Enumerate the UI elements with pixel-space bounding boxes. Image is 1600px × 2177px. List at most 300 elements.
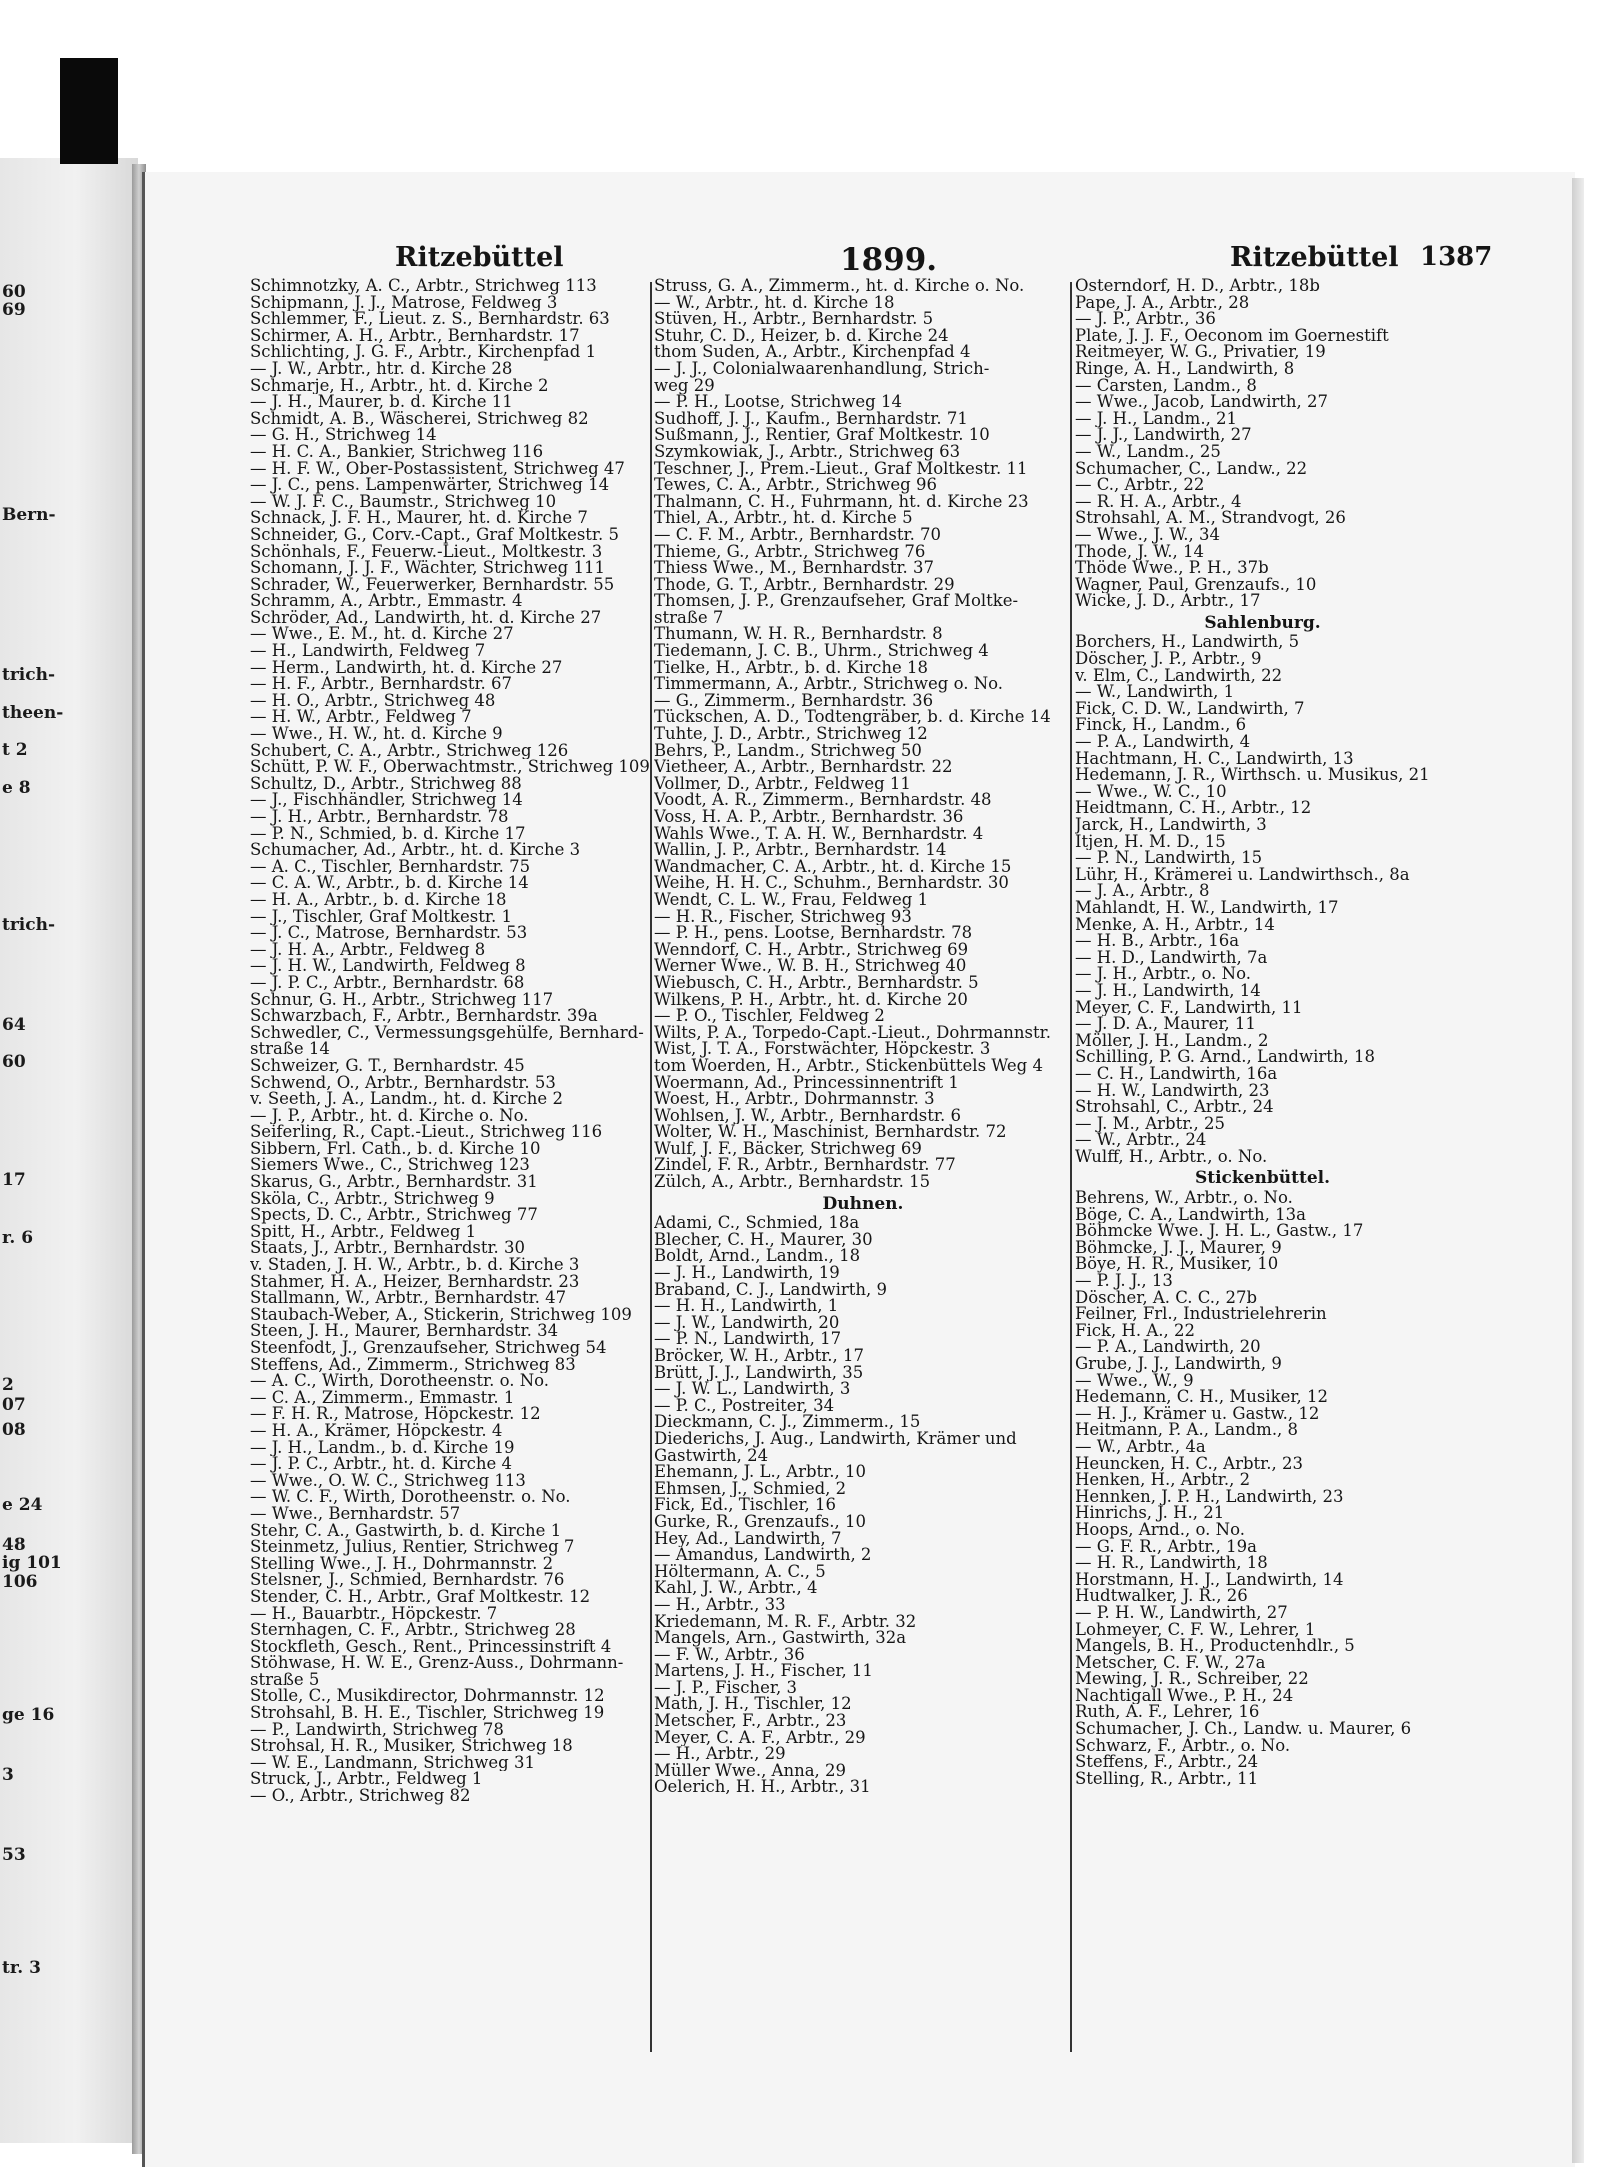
left-page-fragment: e 24 <box>2 1495 43 1515</box>
section-heading: Stickenbüttel. <box>1194 1168 1331 1189</box>
directory-entry: Hennken, J. P. H., Landwirth, 23 <box>1075 1488 1344 1506</box>
directory-entry: tom Woerden, H., Arbtr., Stickenbüttels Weg 4 <box>654 1057 1043 1075</box>
left-page-fragment: 07 <box>2 1395 26 1415</box>
directory-entry: — H. J., Krämer u. Gastw., 12 <box>1075 1405 1320 1423</box>
page-edge <box>1572 178 1584 2163</box>
directory-entry: — G. H., Strichweg 14 <box>250 427 437 444</box>
directory-entry: Blecher, C. H., Maurer, 30 <box>654 1231 873 1249</box>
directory-entry: — J. C., Matrose, Bernhardstr. 53 <box>250 925 528 942</box>
directory-entry: Thiess Wwe., M., Bernhardstr. 37 <box>654 560 935 577</box>
directory-entry: — J. P., Arbtr., 36 <box>1075 311 1216 328</box>
directory-entry: Heuncken, H. C., Arbtr., 23 <box>1075 1455 1303 1473</box>
directory-entry: — P. N., Landwirth, 17 <box>654 1331 842 1348</box>
directory-entry: — Wwe., Bernhardstr. 57 <box>250 1505 461 1523</box>
directory-column-3 <box>1075 278 1450 1787</box>
directory-entry: Kriedemann, M. R. F., Arbtr. 32 <box>654 1613 917 1631</box>
directory-entry: — H. F. W., Ober-Postassistent, Strichweg 47 <box>250 460 625 478</box>
directory-entry: — J. J., Landwirth, 27 <box>1075 427 1252 444</box>
directory-entry: Döscher, J. P., Arbtr., 9 <box>1075 651 1262 668</box>
directory-entry: Wahls Wwe., T. A. H. W., Bernhardstr. 4 <box>654 825 984 843</box>
directory-entry: — F. W., Arbtr., 36 <box>654 1646 805 1664</box>
left-page-fragment: ge 16 <box>2 1705 55 1725</box>
directory-entry: — H. A., Arbtr., b. d. Kirche 18 <box>250 891 507 909</box>
directory-entry: Thiel, A., Arbtr., ht. d. Kirche 5 <box>654 510 913 527</box>
directory-entry: — Wwe., H. W., ht. d. Kirche 9 <box>250 726 503 743</box>
directory-entry: Schwarzbach, F., Arbtr., Bernhardstr. 39a <box>250 1008 598 1025</box>
directory-entry: Werner Wwe., W. B. H., Strichweg 40 <box>654 958 967 975</box>
directory-entry: Metscher, C. F. W., 27a <box>1075 1654 1266 1672</box>
directory-entry: Schnack, J. F. H., Maurer, ht. d. Kirche 7 <box>250 510 588 527</box>
directory-entry: Meyer, C. F., Landwirth, 11 <box>1075 999 1303 1017</box>
directory-entry: — J. A., Arbtr., 8 <box>1075 883 1210 900</box>
left-page-fragment: Bern- <box>2 505 56 525</box>
directory-entry: Schumacher, Ad., Arbtr., ht. d. Kirche 3 <box>250 842 581 859</box>
directory-entry: — J. H. A., Arbtr., Feldweg 8 <box>250 941 486 959</box>
previous-page-edge <box>0 158 138 2143</box>
directory-entry: Böye, H. R., Musiker, 10 <box>1075 1256 1279 1274</box>
directory-entry: Seiferling, R., Capt.-Lieut., Strichweg 116 <box>250 1124 603 1141</box>
directory-entry: Stallmann, W., Arbtr., Bernhardstr. 47 <box>250 1290 567 1307</box>
directory-entry: — R. H. A., Arbtr., 4 <box>1075 493 1242 511</box>
directory-entry: Wallin, J. P., Arbtr., Bernhardstr. 14 <box>654 842 947 859</box>
directory-entry: — A. C., Wirth, Dorotheenstr. o. No. <box>250 1373 550 1390</box>
directory-entry: Steinmetz, Julius, Rentier, Strichweg 7 <box>250 1539 575 1556</box>
directory-entry: — C. A., Zimmerm., Emmastr. 1 <box>250 1389 515 1407</box>
directory-entry: — Carsten, Landm., 8 <box>1075 377 1257 395</box>
directory-entry: — Wwe., W., 9 <box>1075 1372 1194 1390</box>
directory-entry: — J. P., Fischer, 3 <box>654 1679 797 1697</box>
directory-entry: Tuhte, J. D., Arbtr., Strichweg 12 <box>654 726 928 743</box>
directory-entry: Schwend, O., Arbtr., Bernhardstr. 53 <box>250 1074 556 1092</box>
directory-entry: Schmarje, H., Arbtr., ht. d. Kirche 2 <box>250 377 549 395</box>
directory-entry: Stender, C. H., Arbtr., Graf Moltkestr. 12 <box>250 1588 591 1606</box>
directory-entry: Vietheer, A., Arbtr., Bernhardstr. 22 <box>654 759 953 776</box>
directory-entry: Fick, H. A., 22 <box>1075 1322 1195 1340</box>
directory-entry: — J. D. A., Maurer, 11 <box>1075 1016 1256 1033</box>
directory-entry: Steffens, F., Arbtr., 24 <box>1075 1754 1259 1771</box>
directory-entry: Schomann, J. J. F., Wächter, Strichweg 111 <box>250 560 605 577</box>
directory-entry: — H. B., Arbtr., 16a <box>1075 933 1240 950</box>
directory-entry: Itjen, H. M. D., 15 <box>1075 833 1226 851</box>
left-page-fragment: e 8 <box>2 778 31 798</box>
directory-entry: Diederichs, J. Aug., Landwirth, Krämer und <box>654 1430 1017 1448</box>
directory-entry: — W., Arbtr., 4a <box>1075 1438 1206 1456</box>
directory-entry: Zülch, A., Arbtr., Bernhardstr. 15 <box>654 1174 931 1191</box>
directory-entry: Weihe, H. H. C., Schuhm., Bernhardstr. 30 <box>654 875 1009 892</box>
directory-entry: Struck, J., Arbtr., Feldweg 1 <box>250 1771 483 1789</box>
directory-entry: Voss, H. A. P., Arbtr., Bernhardstr. 36 <box>654 809 964 826</box>
directory-entry: — W. C. F., Wirth, Dorotheenstr. o. No. <box>250 1489 571 1506</box>
directory-entry: — J. P. C., Arbtr., Bernhardstr. 68 <box>250 974 525 992</box>
directory-entry: weg 29 <box>654 377 715 395</box>
directory-column-1 <box>250 278 650 1805</box>
directory-entry: Sibbern, Frl. Cath., b. d. Kirche 10 <box>250 1140 541 1158</box>
directory-entry: — J. H. W., Landwirth, Feldweg 8 <box>250 958 526 975</box>
directory-entry: — Wwe., E. M., ht. d. Kirche 27 <box>250 626 514 644</box>
directory-entry: — W., Landm., 25 <box>1075 443 1221 461</box>
directory-entry: — P. C., Postreiter, 34 <box>654 1397 835 1415</box>
directory-entry: Bröcker, W. H., Arbtr., 17 <box>654 1348 865 1365</box>
left-page-fragment: 60 <box>2 282 26 302</box>
directory-entry: Schubert, C. A., Arbtr., Strichweg 126 <box>250 742 569 760</box>
left-page-fragment: 3 <box>2 1765 14 1785</box>
directory-entry: — J., Tischler, Graf Moltkestr. 1 <box>250 908 512 926</box>
directory-entry: — W. J. F. C., Baumstr., Strichweg 10 <box>250 493 557 511</box>
directory-entry: Hedemann, C. H., Musiker, 12 <box>1075 1389 1328 1406</box>
directory-entry: — C., Arbtr., 22 <box>1075 477 1205 494</box>
directory-entry: Martens, J. H., Fischer, 11 <box>654 1663 873 1680</box>
directory-entry: Brütt, J. J., Landwirth, 35 <box>654 1364 864 1382</box>
directory-entry: Tückschen, A. D., Todtengräber, b. d. Kirche 14 <box>654 709 1051 727</box>
directory-entry: Thumann, W. H. R., Bernhardstr. 8 <box>654 626 943 644</box>
left-page-fragment: 64 <box>2 1015 26 1035</box>
directory-entry: Schumacher, J. Ch., Landw. u. Maurer, 6 <box>1075 1721 1412 1738</box>
directory-entry: Schütt, P. W. F., Oberwachtmstr., Strichweg 109 <box>250 759 650 776</box>
scan-black-bar <box>60 58 118 164</box>
left-page-fragment: 69 <box>2 300 26 320</box>
directory-entry: Schilling, P. G. Arnd., Landwirth, 18 <box>1075 1049 1376 1066</box>
directory-entry: — H., Bauarbtr., Höpckestr. 7 <box>250 1605 498 1623</box>
directory-entry: Schwedler, C., Vermessungsgehülfe, Bernhard- <box>250 1024 644 1042</box>
directory-entry: — W. E., Landmann, Strichweg 31 <box>250 1754 535 1772</box>
directory-entry: Thöde Wwe., P. H., 37b <box>1075 560 1269 577</box>
directory-entry: — H. O., Arbtr., Strichweg 48 <box>250 692 496 710</box>
directory-entry: Wolter, W. H., Maschinist, Bernhardstr. 72 <box>654 1124 1007 1141</box>
directory-entry: — F. H. R., Matrose, Höpckestr. 12 <box>250 1406 541 1423</box>
left-page-fragment: 53 <box>2 1845 26 1865</box>
directory-entry: Strohsahl, A. M., Strandvogt, 26 <box>1075 510 1346 527</box>
directory-entry: Schmidt, A. B., Wäscherei, Strichweg 82 <box>250 410 589 428</box>
directory-entry: Schrader, W., Feuerwerker, Bernhardstr. 55 <box>250 576 615 594</box>
directory-entry: Voodt, A. R., Zimmerm., Bernhardstr. 48 <box>654 792 992 809</box>
directory-entry: Mahlandt, H. W., Landwirth, 17 <box>1075 899 1339 917</box>
directory-entry: v. Seeth, J. A., Landm., ht. d. Kirche 2 <box>250 1091 563 1108</box>
directory-entry: — P. H. W., Landwirth, 27 <box>1075 1604 1288 1622</box>
directory-entry: Borchers, H., Landwirth, 5 <box>1075 634 1300 652</box>
directory-entry: — W., Arbtr., 24 <box>1075 1132 1207 1149</box>
directory-entry: Finck, H., Landm., 6 <box>1075 717 1247 735</box>
left-page-fragment: ig 101 <box>2 1553 62 1573</box>
left-page-fragment: r. 6 <box>2 1228 34 1248</box>
directory-entry: straße 14 <box>250 1041 330 1058</box>
directory-entry: Schramm, A., Arbtr., Emmastr. 4 <box>250 593 523 610</box>
running-header-year: 1899. <box>840 242 938 278</box>
directory-entry: — J. H., Landm., b. d. Kirche 19 <box>250 1439 515 1457</box>
directory-entry: Steenfodt, J., Grenzaufseher, Strichweg 54 <box>250 1340 607 1357</box>
directory-entry: — P. O., Tischler, Feldweg 2 <box>654 1008 885 1025</box>
directory-entry: — Wwe., J. W., 34 <box>1075 526 1220 544</box>
directory-entry: — J. H., Landm., 21 <box>1075 410 1238 428</box>
directory-entry: — H. W., Arbtr., Feldweg 7 <box>250 709 472 727</box>
directory-entry: Ruth, A. F., Lehrer, 16 <box>1075 1704 1260 1722</box>
directory-entry: Hoops, Arnd., o. No. <box>1075 1521 1245 1539</box>
directory-entry: Wiebusch, C. H., Arbtr., Bernhardstr. 5 <box>654 974 979 992</box>
directory-entry: Tiedemann, J. C. B., Uhrm., Strichweg 4 <box>654 643 989 660</box>
directory-entry: Mangels, Arn., Gastwirth, 32a <box>654 1630 907 1647</box>
directory-entry: Lohmeyer, C. F. W., Lehrer, 1 <box>1075 1621 1316 1639</box>
directory-entry: Spitt, H., Arbtr., Feldweg 1 <box>250 1223 477 1241</box>
directory-entry: Wulff, H., Arbtr., o. No. <box>1075 1148 1268 1166</box>
directory-entry: — O., Arbtr., Strichweg 82 <box>250 1788 471 1805</box>
directory-entry: Stockfleth, Gesch., Rent., Princessinstrift 4 <box>250 1638 612 1656</box>
directory-entry: Steen, J. H., Maurer, Bernhardstr. 34 <box>250 1323 559 1340</box>
directory-entry: — P. A., Landwirth, 20 <box>1075 1339 1261 1356</box>
directory-entry: Siemers Wwe., C., Strichweg 123 <box>250 1157 530 1175</box>
directory-entry: Thalmann, C. H., Fuhrmann, ht. d. Kirche 23 <box>654 493 1029 511</box>
running-header-left: Ritzebüttel <box>395 242 564 273</box>
directory-entry: Skarus, G., Arbtr., Bernhardstr. 31 <box>250 1174 538 1191</box>
directory-entry: — J. H., Maurer, b. d. Kirche 11 <box>250 394 513 411</box>
directory-entry: Meyer, C. A. F., Arbtr., 29 <box>654 1729 866 1747</box>
directory-entry: Lühr, H., Krämerei u. Landwirthsch., 8a <box>1075 866 1410 884</box>
directory-entry: — P. H., Lootse, Strichweg 14 <box>654 394 902 411</box>
directory-entry: Nachtigall Wwe., P. H., 24 <box>1075 1687 1294 1705</box>
directory-entry: Behrens, W., Arbtr., o. No. <box>1075 1190 1293 1207</box>
directory-entry: Staats, J., Arbtr., Bernhardstr. 30 <box>250 1240 526 1258</box>
directory-entry: Osterndorf, H. D., Arbtr., 18b <box>1075 278 1320 295</box>
directory-entry: Wicke, J. D., Arbtr., 17 <box>1075 593 1261 610</box>
directory-entry: Ringe, A. H., Landwirth, 8 <box>1075 360 1295 378</box>
directory-entry: — H. R., Landwirth, 18 <box>1075 1555 1268 1572</box>
directory-entry: Wendt, C. L. W., Frau, Feldweg 1 <box>654 891 929 909</box>
directory-entry: v. Staden, J. H. W., Arbtr., b. d. Kirche 3 <box>250 1257 580 1274</box>
directory-entry: Sternhagen, C. F., Arbtr., Strichweg 28 <box>250 1622 576 1639</box>
directory-entry: — P. J. J., 13 <box>1075 1273 1173 1290</box>
directory-entry: Fick, Ed., Tischler, 16 <box>654 1497 837 1514</box>
directory-entry: Wandmacher, C. A., Arbtr., ht. d. Kirche 15 <box>654 858 1012 876</box>
directory-entry: Stehr, C. A., Gastwirth, b. d. Kirche 1 <box>250 1522 562 1540</box>
directory-entry: Menke, A. H., Arbtr., 14 <box>1075 916 1275 934</box>
directory-entry: Wulf, J. F., Bäcker, Strichweg 69 <box>654 1140 922 1158</box>
left-page-fragment: 106 <box>2 1572 38 1592</box>
page-number: 1387 <box>1420 242 1493 272</box>
directory-entry: Mangels, B. H., Productenhdlr., 5 <box>1075 1638 1355 1655</box>
directory-entry: — H., Arbtr., 33 <box>654 1596 786 1614</box>
directory-entry: Strohsal, H. R., Musiker, Strichweg 18 <box>250 1738 573 1755</box>
directory-entry: Hey, Ad., Landwirth, 7 <box>654 1530 842 1548</box>
directory-entry: Szymkowiak, J., Arbtr., Strichweg 63 <box>654 443 961 461</box>
directory-entry: Pape, J. A., Arbtr., 28 <box>1075 294 1250 312</box>
directory-entry: — W., Arbtr., ht. d. Kirche 18 <box>654 294 895 312</box>
directory-entry: Dieckmann, C. J., Zimmerm., 15 <box>654 1414 921 1431</box>
directory-entry: Stelsner, J., Schmied, Bernhardstr. 76 <box>250 1572 565 1589</box>
directory-entry: Feilner, Frl., Industrielehrerin <box>1075 1306 1327 1323</box>
directory-entry: — C. F. M., Arbtr., Bernhardstr. 70 <box>654 526 942 544</box>
directory-entry: Timmermann, A., Arbtr., Strichweg o. No. <box>654 676 1004 693</box>
directory-entry: Braband, C. J., Landwirth, 9 <box>654 1281 888 1299</box>
directory-entry: Ehemann, J. L., Arbtr., 10 <box>654 1464 866 1481</box>
directory-entry: — J. J., Colonialwaarenhandlung, Strich- <box>654 360 990 378</box>
directory-entry: — G., Zimmerm., Bernhardstr. 36 <box>654 692 934 710</box>
directory-entry: Sudhoff, J. J., Kaufm., Bernhardstr. 71 <box>654 410 968 428</box>
directory-entry: Hedemann, J. R., Wirthsch. u. Musikus, 21 <box>1075 767 1430 784</box>
directory-entry: — Amandus, Landwirth, 2 <box>654 1547 872 1564</box>
directory-entry: Spects, D. C., Arbtr., Strichweg 77 <box>250 1207 538 1224</box>
directory-entry: Heidtmann, C. H., Arbtr., 12 <box>1075 800 1312 817</box>
directory-entry: — J. H., Arbtr., Bernhardstr. 78 <box>250 809 509 826</box>
directory-entry: — H. D., Landwirth, 7a <box>1075 949 1268 967</box>
directory-entry: — A. C., Tischler, Bernhardstr. 75 <box>250 858 531 876</box>
section-heading: Sahlenburg. <box>1204 612 1321 633</box>
directory-entry: Mewing, J. R., Schreiber, 22 <box>1075 1671 1309 1688</box>
left-page-fragment: trich- <box>2 915 56 935</box>
directory-entry: — H. A., Krämer, Höpckestr. 4 <box>250 1422 503 1440</box>
directory-entry: Behrs, P., Landm., Strichweg 50 <box>654 742 922 760</box>
directory-entry: Henken, H., Arbtr., 2 <box>1075 1472 1251 1489</box>
directory-entry: Schwarz, F., Arbtr., o. No. <box>1075 1737 1291 1755</box>
directory-entry: — J., Fischhändler, Strichweg 14 <box>250 792 523 809</box>
directory-entry: v. Elm, C., Landwirth, 22 <box>1075 667 1283 685</box>
directory-entry: Heitmann, P. A., Landm., 8 <box>1075 1422 1299 1439</box>
directory-entry: — J. W., Arbtr., htr. d. Kirche 28 <box>250 360 513 378</box>
directory-entry: Staubach-Weber, A., Stickerin, Strichweg 109 <box>250 1306 632 1324</box>
directory-entry: Steffens, Ad., Zimmerm., Strichweg 83 <box>250 1356 576 1374</box>
directory-entry: Sköla, C., Arbtr., Strichweg 9 <box>250 1190 495 1208</box>
directory-entry: Schweizer, G. T., Bernhardstr. 45 <box>250 1057 525 1075</box>
directory-entry: Döscher, A. C. C., 27b <box>1075 1289 1258 1307</box>
directory-entry: Plate, J. J. F., Oeconom im Goernestift <box>1075 327 1389 345</box>
directory-entry: Jarck, H., Landwirth, 3 <box>1075 817 1267 834</box>
directory-entry: Stelling Wwe., J. H., Dohrmannstr. 2 <box>250 1555 554 1573</box>
directory-entry: — J. H., Arbtr., o. No. <box>1075 966 1251 983</box>
left-page-fragment: trich- <box>2 665 56 685</box>
directory-entry: straße 5 <box>250 1671 320 1689</box>
directory-entry: Thomsen, J. P., Grenzaufseher, Graf Moltke- <box>654 593 1019 610</box>
directory-entry: Math, J. H., Tischler, 12 <box>654 1696 852 1714</box>
directory-entry: Zindel, F. R., Arbtr., Bernhardstr. 77 <box>654 1157 956 1175</box>
directory-entry: Böhmcke Wwe. J. H. L., Gastw., 17 <box>1075 1223 1364 1240</box>
directory-entry: Thode, G. T., Arbtr., Bernhardstr. 29 <box>654 576 955 594</box>
left-page-fragment: t 2 <box>2 740 28 760</box>
directory-entry: Woermann, Ad., Princessinnentrift 1 <box>654 1074 959 1092</box>
directory-entry: Boldt, Arnd., Landm., 18 <box>654 1248 861 1266</box>
directory-entry: — H. H., Landwirth, 1 <box>654 1298 839 1315</box>
directory-entry: Ehmsen, J., Schmied, 2 <box>654 1480 847 1498</box>
directory-entry: — P., Landwirth, Strichweg 78 <box>250 1721 504 1739</box>
directory-entry: Strohsahl, C., Arbtr., 24 <box>1075 1099 1274 1116</box>
directory-entry: Wist, J. T. A., Forstwächter, Höpckestr. 3 <box>654 1041 991 1058</box>
directory-entry: Schnur, G. H., Arbtr., Strichweg 117 <box>250 991 554 1009</box>
directory-entry: — J. H., Landwirth, 19 <box>654 1265 840 1282</box>
directory-entry: Horstmann, H. J., Landwirth, 14 <box>1075 1571 1344 1589</box>
directory-entry: Wilts, P. A., Torpedo-Capt.-Lieut., Dohrmannstr. <box>654 1024 1051 1042</box>
directory-entry: Stuhr, C. D., Heizer, b. d. Kirche 24 <box>654 327 949 345</box>
directory-entry: — P. N., Schmied, b. d. Kirche 17 <box>250 825 526 843</box>
directory-entry: Schönhals, F., Feuerw.-Lieut., Moltkestr. 3 <box>250 543 603 561</box>
directory-entry: Hudtwalker, J. R., 26 <box>1075 1588 1248 1605</box>
directory-entry: Stüven, H., Arbtr., Bernhardstr. 5 <box>654 311 934 328</box>
directory-entry: — W., Landwirth, 1 <box>1075 684 1235 701</box>
directory-entry: — J. C., pens. Lampenwärter, Strichweg 14 <box>250 477 610 494</box>
directory-entry: Teschner, J., Prem.-Lieut., Graf Moltkestr. 11 <box>654 460 1028 478</box>
directory-entry: Wagner, Paul, Grenzaufs., 10 <box>1075 576 1317 594</box>
left-page-fragment: 08 <box>2 1420 26 1440</box>
directory-entry: — H. F., Arbtr., Bernhardstr. 67 <box>250 676 513 693</box>
directory-entry: — J. H., Landwirth, 14 <box>1075 982 1261 1000</box>
directory-entry: — J. M., Arbtr., 25 <box>1075 1115 1225 1133</box>
directory-entry: — J. P. C., Arbtr., ht. d. Kirche 4 <box>250 1456 513 1473</box>
directory-entry: Tielke, H., Arbtr., b. d. Kirche 18 <box>654 659 928 677</box>
directory-entry: Wenndorf, C. H., Arbtr., Strichweg 69 <box>654 941 969 959</box>
directory-entry: Stelling, R., Arbtr., 11 <box>1075 1770 1259 1788</box>
directory-entry: thom Suden, A., Arbtr., Kirchenpfad 4 <box>654 344 971 361</box>
running-header-right: Ritzebüttel <box>1230 242 1399 273</box>
directory-entry: Schröder, Ad., Landwirth, ht. d. Kirche 27 <box>250 609 602 627</box>
directory-entry: Gastwirth, 24 <box>654 1447 769 1465</box>
left-page-fragment: 2 <box>2 1375 14 1395</box>
directory-entry: Böhmcke, J. J., Maurer, 9 <box>1075 1239 1282 1257</box>
left-page-fragment: 60 <box>2 1052 26 1072</box>
directory-entry: Woest, H., Arbtr., Dohrmannstr. 3 <box>654 1091 935 1108</box>
directory-entry: Schneider, G., Corv.-Capt., Graf Moltkestr. 5 <box>250 526 619 544</box>
directory-entry: Schumacher, C., Landw., 22 <box>1075 460 1308 478</box>
directory-entry: Schultz, D., Arbtr., Strichweg 88 <box>250 775 522 793</box>
directory-column-2 <box>654 278 1072 1796</box>
directory-entry: — J. P., Arbtr., ht. d. Kirche o. No. <box>250 1107 529 1125</box>
directory-entry: — H., Landwirth, Feldweg 7 <box>250 643 486 660</box>
directory-entry: Fick, C. D. W., Landwirth, 7 <box>1075 700 1305 718</box>
left-page-fragment: 17 <box>2 1170 26 1190</box>
section-heading: Duhnen. <box>822 1193 904 1214</box>
directory-entry: — Wwe., Jacob, Landwirth, 27 <box>1075 394 1329 411</box>
left-page-fragment: tr. 3 <box>2 1958 41 1978</box>
directory-entry: Höltermann, A. C., 5 <box>654 1563 826 1581</box>
directory-entry: Oelerich, H. H., Arbtr., 31 <box>654 1779 871 1797</box>
directory-entry: — Wwe., W. C., 10 <box>1075 783 1227 801</box>
directory-entry: — J. W. L., Landwirth, 3 <box>654 1381 851 1398</box>
directory-entry: — H., Arbtr., 29 <box>654 1746 786 1763</box>
directory-entry: — H. W., Landwirth, 23 <box>1075 1082 1270 1100</box>
directory-entry: Grube, J. J., Landwirth, 9 <box>1075 1356 1282 1373</box>
directory-entry: Gurke, R., Grenzaufs., 10 <box>654 1513 867 1531</box>
directory-entry: — H. R., Fischer, Strichweg 93 <box>654 908 912 926</box>
directory-entry: Hachtmann, H. C., Landwirth, 13 <box>1075 750 1354 768</box>
directory-entry: Reitmeyer, W. G., Privatier, 19 <box>1075 344 1326 361</box>
directory-entry: Struss, G. A., Zimmerm., ht. d. Kirche o. No. <box>654 278 1025 295</box>
directory-entry: Metscher, F., Arbtr., 23 <box>654 1713 847 1730</box>
directory-entry: Tewes, C. A., Arbtr., Strichweg 96 <box>654 477 937 494</box>
directory-entry: — P. N., Landwirth, 15 <box>1075 850 1263 867</box>
directory-entry: Vollmer, D., Arbtr., Feldweg 11 <box>654 775 911 793</box>
left-page-fragment: theen- <box>2 703 64 723</box>
directory-entry: Müller Wwe., Anna, 29 <box>654 1762 847 1780</box>
directory-entry: Thieme, G., Arbtr., Strichweg 76 <box>654 543 926 561</box>
directory-entry: Strohsahl, B. H. E., Tischler, Strichweg 19 <box>250 1705 605 1722</box>
directory-entry: Schlemmer, F., Lieut. z. S., Bernhardstr. 63 <box>250 311 610 328</box>
directory-entry: — C. H., Landwirth, 16a <box>1075 1065 1278 1083</box>
directory-entry: — G. F. R., Arbtr., 19a <box>1075 1538 1257 1556</box>
directory-entry: — J. W., Landwirth, 20 <box>654 1314 840 1332</box>
directory-entry: Thode, J. W., 14 <box>1075 543 1205 561</box>
directory-entry: Stolle, C., Musikdirector, Dohrmannstr. 12 <box>250 1688 605 1706</box>
directory-entry: Stahmer, H. A., Heizer, Bernhardstr. 23 <box>250 1273 580 1291</box>
directory-entry: Stöhwase, H. W. E., Grenz-Auss., Dohrmann- <box>250 1655 624 1672</box>
directory-entry: — P. H., pens. Lootse, Bernhardstr. 78 <box>654 925 973 942</box>
directory-entry: Schimnotzky, A. C., Arbtr., Strichweg 113 <box>250 278 597 295</box>
directory-entry: straße 7 <box>654 609 724 627</box>
directory-entry: — Herm., Landwirth, ht. d. Kirche 27 <box>250 659 563 677</box>
left-page-fragment: 48 <box>2 1535 26 1555</box>
directory-entry: Wilkens, P. H., Arbtr., ht. d. Kirche 20 <box>654 991 968 1009</box>
directory-entry: — P. A., Landwirth, 4 <box>1075 734 1251 751</box>
directory-entry: Sußmann, J., Rentier, Graf Moltkestr. 10 <box>654 427 990 444</box>
directory-entry: Schipmann, J. J., Matrose, Feldweg 3 <box>250 294 558 312</box>
directory-entry: Schlichting, J. G. F., Arbtr., Kirchenpfad 1 <box>250 344 597 361</box>
column-rule <box>650 282 652 2052</box>
directory-entry: — Wwe., O. W. C., Strichweg 113 <box>250 1472 526 1490</box>
directory-entry: Hinrichs, J. H., 21 <box>1075 1505 1225 1522</box>
directory-entry: — H. C. A., Bankier, Strichweg 116 <box>250 443 544 461</box>
